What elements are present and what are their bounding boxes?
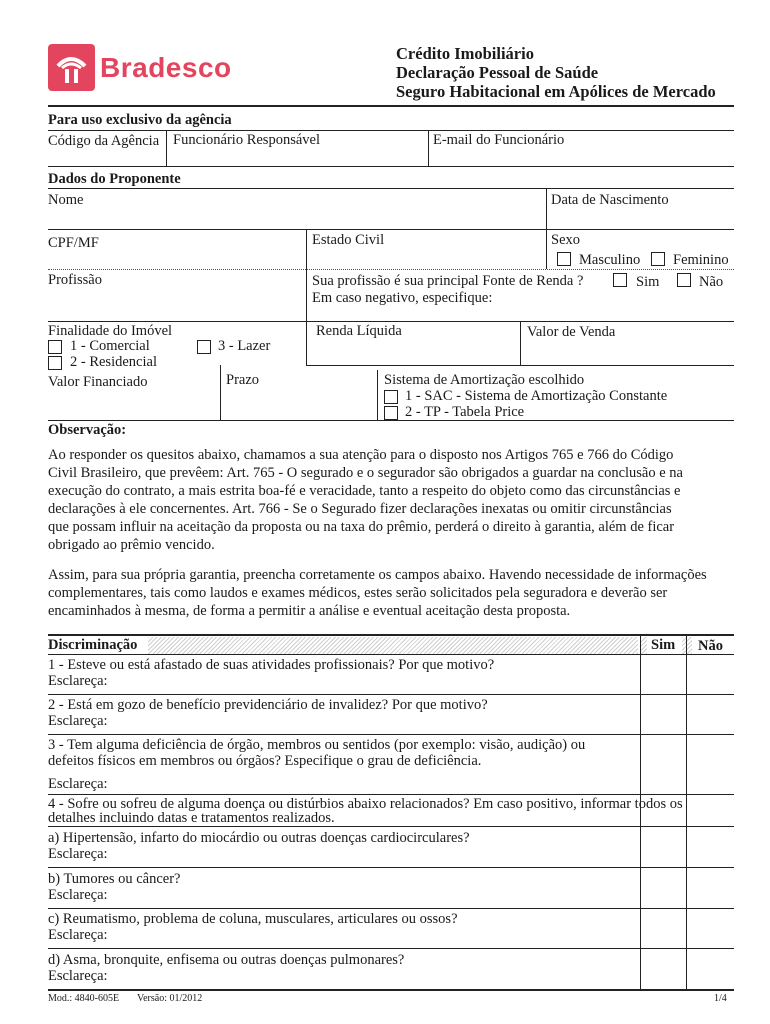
question-a: a) Hipertensão, infarto do miocárdio ou outras doenças cardiocirculares? bbox=[48, 830, 470, 846]
divider bbox=[48, 734, 734, 735]
observation-line: encaminhados à mesma, de forma a permitir a análise e eventual aceitação desta proposta. bbox=[48, 603, 571, 619]
question-d-explain: Esclareça: bbox=[48, 968, 108, 984]
questions-header: Discriminação bbox=[48, 637, 138, 653]
question-2: 2 - Está em gozo de benefício previdenciário de invalidez? Por que motivo? bbox=[48, 697, 488, 713]
title-insurance: Seguro Habitacional em Apólices de Mercado bbox=[396, 82, 716, 101]
divider bbox=[546, 188, 547, 229]
form-model: Mod.: 4840-605E bbox=[48, 993, 120, 1004]
observation-label: Observação: bbox=[48, 422, 127, 438]
yes-column-header: Sim bbox=[651, 637, 676, 653]
divider bbox=[48, 188, 734, 189]
divider bbox=[48, 826, 734, 827]
purpose-label: Finalidade do Imóvel bbox=[48, 323, 173, 339]
question-b: b) Tumores ou câncer? bbox=[48, 871, 181, 887]
amortization-label: Sistema de Amortização escolhido bbox=[384, 372, 585, 388]
proponent-section-title: Dados do Proponente bbox=[48, 171, 181, 187]
civil-status-label: Estado Civil bbox=[312, 232, 385, 248]
observation-line: declarações à ele concernentes. Art. 766 - Se o Segurado fizer declarações inexatas ou omitir circunstâncias bbox=[48, 501, 672, 517]
cpf-label: CPF/MF bbox=[48, 235, 99, 251]
commercial-label: 1 - Comercial bbox=[70, 338, 150, 354]
divider bbox=[220, 365, 221, 420]
question-c-explain: Esclareça: bbox=[48, 927, 108, 943]
divider bbox=[686, 634, 687, 990]
name-label: Nome bbox=[48, 192, 84, 208]
divider bbox=[48, 654, 734, 655]
question-4-line-2: detalhes incluindo datas e tratamentos realizados. bbox=[48, 810, 335, 826]
divider bbox=[48, 908, 734, 909]
income-no-label: Não bbox=[699, 274, 724, 290]
residential-checkbox[interactable] bbox=[48, 356, 62, 370]
question-1: 1 - Esteve ou está afastado de suas atividades profissionais? Por que motivo? bbox=[48, 657, 495, 673]
male-label: Masculino bbox=[579, 252, 641, 268]
title-credit: Crédito Imobiliário bbox=[396, 44, 534, 63]
observation-line: Civil Brasileiro, que prevêem: Art. 765 - O segurado e o segurador são obrigados a guardar na conclusão e na bbox=[48, 465, 683, 481]
sex-label: Sexo bbox=[551, 232, 580, 248]
divider bbox=[48, 321, 734, 322]
profession-label: Profissão bbox=[48, 272, 102, 288]
sac-label: 1 - SAC - Sistema de Amortização Constante bbox=[405, 388, 668, 404]
leisure-checkbox[interactable] bbox=[197, 340, 211, 354]
observation-line: que possam influir na aceitação da proposta ou na taxa do prêmio, perderá o direito à garantia, além de ficar bbox=[48, 519, 675, 535]
income-yes-label: Sim bbox=[636, 274, 660, 290]
net-income-label: Renda Líquida bbox=[316, 323, 402, 339]
question-1-explain: Esclareça: bbox=[48, 673, 108, 689]
divider bbox=[546, 229, 547, 269]
if-not-specify-label: Em caso negativo, especifique: bbox=[312, 290, 493, 306]
divider bbox=[166, 130, 167, 166]
bradesco-tree-icon bbox=[48, 44, 95, 91]
price-checkbox[interactable] bbox=[384, 406, 398, 420]
observation-line: obrigado ao prêmio vencido. bbox=[48, 537, 215, 553]
main-income-question: Sua profissão é sua principal Fonte de Renda ? bbox=[312, 273, 584, 289]
observation-line: Assim, para sua própria garantia, preencha corretamente os campos abaixo. Havendo necessidade de informações bbox=[48, 567, 707, 583]
question-b-explain: Esclareça: bbox=[48, 887, 108, 903]
divider bbox=[520, 321, 521, 365]
page-number: 1/4 bbox=[714, 993, 727, 1004]
sale-value-label: Valor de Venda bbox=[527, 324, 616, 340]
divider bbox=[48, 269, 734, 270]
question-c: c) Reumatismo, problema de coluna, musculares, articulares ou ossos? bbox=[48, 911, 458, 927]
income-no-checkbox[interactable] bbox=[677, 273, 691, 287]
agency-code-label: Código da Agência bbox=[48, 133, 160, 149]
observation-line: complementares, tais como laudos e exames médicos, estes serão solicitados pela seguradora e deverão ser bbox=[48, 585, 668, 601]
divider bbox=[48, 166, 734, 167]
divider bbox=[48, 634, 734, 636]
divider bbox=[48, 794, 734, 795]
brand-name: Bradesco bbox=[100, 52, 232, 83]
agency-email-label: E-mail do Funcionário bbox=[433, 132, 565, 148]
title-declaration: Declaração Pessoal de Saúde bbox=[396, 63, 599, 82]
divider bbox=[48, 867, 734, 868]
header-rule bbox=[48, 105, 734, 107]
header-hatch bbox=[641, 637, 647, 654]
question-d: d) Asma, bronquite, enfisema ou outras doenças pulmonares? bbox=[48, 952, 405, 968]
divider bbox=[48, 130, 734, 131]
financed-value-label: Valor Financiado bbox=[48, 374, 148, 390]
sac-checkbox[interactable] bbox=[384, 390, 398, 404]
divider bbox=[428, 130, 429, 166]
birth-label: Data de Nascimento bbox=[551, 192, 669, 208]
header-hatch bbox=[682, 637, 692, 654]
divider bbox=[48, 989, 734, 991]
question-2-explain: Esclareça: bbox=[48, 713, 108, 729]
leisure-label: 3 - Lazer bbox=[218, 338, 271, 354]
term-label: Prazo bbox=[226, 372, 260, 388]
legal-notice-paragraph bbox=[48, 446, 734, 554]
no-column-header: Não bbox=[698, 638, 723, 654]
female-checkbox[interactable] bbox=[651, 252, 665, 266]
question-3-explain: Esclareça: bbox=[48, 776, 108, 792]
divider bbox=[306, 229, 307, 321]
male-checkbox[interactable] bbox=[557, 252, 571, 266]
observation-line: Ao responder os quesitos abaixo, chamamos a sua atenção para o disposto nos Artigos 765 e 766 do Código bbox=[48, 447, 674, 463]
agency-section-title: Para uso exclusivo da agência bbox=[48, 112, 232, 128]
income-yes-checkbox[interactable] bbox=[613, 273, 627, 287]
price-label: 2 - TP - Tabela Price bbox=[405, 404, 525, 420]
question-a-explain: Esclareça: bbox=[48, 846, 108, 862]
divider bbox=[377, 370, 378, 420]
observation-line: execução do contrato, a mais estrita boa-fé e veracidade, tanto a respeito do objeto como das circunstâncias e bbox=[48, 483, 681, 499]
commercial-checkbox[interactable] bbox=[48, 340, 62, 354]
header-hatch bbox=[148, 637, 638, 654]
divider bbox=[306, 365, 734, 366]
question-4-line-1: 4 - Sofre ou sofreu de alguma doença ou distúrbios abaixo relacionados? Em caso positivo, informar todos os bbox=[48, 796, 683, 812]
divider bbox=[48, 229, 734, 230]
divider bbox=[48, 420, 734, 421]
female-label: Feminino bbox=[673, 252, 729, 268]
divider bbox=[48, 694, 734, 695]
question-3-line-1: 3 - Tem alguma deficiência de órgão, membros ou sentidos (por exemplo: visão, audição) ou bbox=[48, 737, 586, 753]
divider bbox=[48, 948, 734, 949]
form-version: Versão: 01/2012 bbox=[137, 993, 203, 1004]
agency-employee-label: Funcionário Responsável bbox=[173, 132, 320, 148]
question-3-line-2: defeitos físicos em membros ou órgãos? Especifique o grau de deficiência. bbox=[48, 753, 482, 769]
guarantee-paragraph bbox=[48, 566, 734, 620]
residential-label: 2 - Residencial bbox=[70, 354, 157, 370]
divider bbox=[306, 321, 307, 365]
